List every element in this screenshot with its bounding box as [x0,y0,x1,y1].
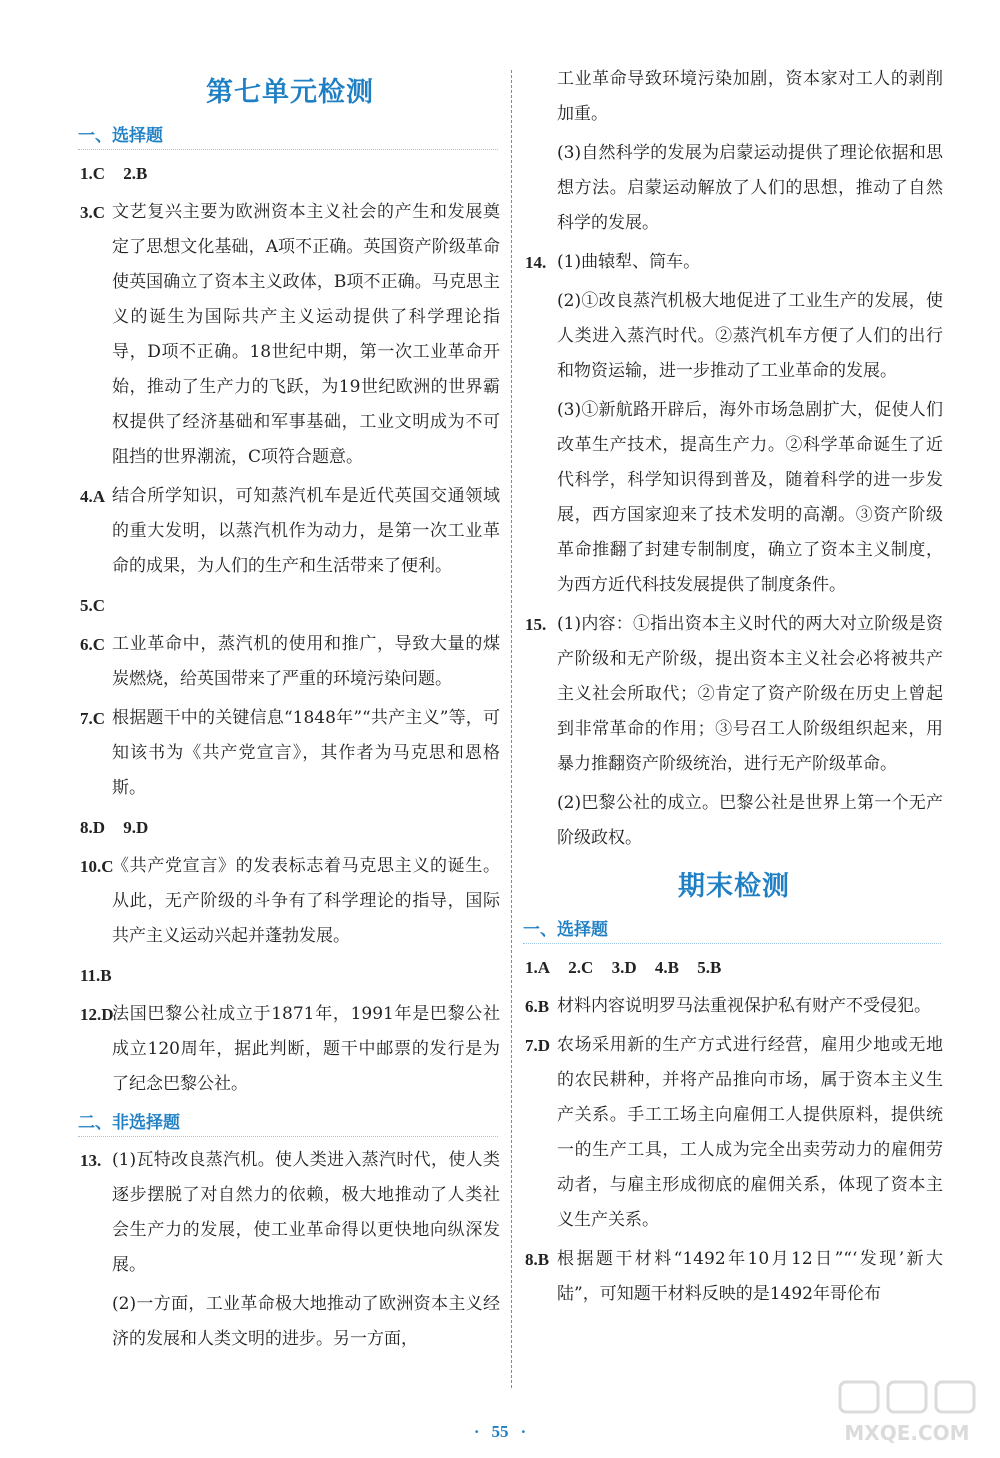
final-explanation-7: 农场采用新的生产方式进行经营，雇用少地或无地的农民耕种，并将产品推向市场，属于资本主义生产关系。手工工场主向雇佣工人提供原料，提供统一的生产工具，工人成为完全出卖劳动力的雇佣劳动者，与雇主形成彻底的雇佣关系，体现了资本主义生产关系。 [557,1035,943,1230]
column-divider [511,70,512,1388]
question-14-part-1: (1)曲辕犁、筒车。 [557,252,701,272]
question-13-part-1: (1)瓦特改良蒸汽机。使人类进入蒸汽时代，使人类逐步摆脱了对自然力的依赖，极大地推动了人类社会生产力的发展，使工业革命得以更快地向纵深发展。 [112,1150,500,1275]
explanation-4: 结合所学知识，可知蒸汽机车是近代英国交通领域的重大发明，以蒸汽机作为动力，是第一次工业革命的成果，为人们的生产和生活带来了便利。 [112,486,500,576]
left-column [80,62,500,1361]
answer-5: 5.C [80,596,106,615]
question-13-part-3: (3)自然科学的发展为启蒙运动提供了理论依据和思想方法。启蒙运动解放了人们的思想，推动了自然科学的发展。 [557,143,943,233]
final-explanation-6: 材料内容说明罗马法重视保护私有财产不受侵犯。 [557,996,931,1016]
answer-8: 8.D [80,818,106,837]
final-question-7 [525,1028,943,1238]
answers-8-9 [80,810,500,845]
final-answer-3: 3.D [611,958,637,977]
question-14-part-2: (2)①改良蒸汽机极大地促进了工业生产的发展，使人类进入蒸汽时代。②蒸汽机车方便了人们的出行和物资运输，进一步推动了工业革命的发展。 [557,291,943,381]
question-4 [80,479,500,584]
final-answers-1-5 [525,950,943,985]
explanation-7: 根据题干中的关键信息“1848年”“共产主义”等，可知该书为《共产党宣言》，其作者为马克思和恩格斯。 [112,708,500,798]
answer-1: 1.C [80,164,106,183]
answer-3: 3.C [80,203,106,222]
question-7 [80,701,500,806]
explanation-12: 法国巴黎公社成立于1871年，1991年是巴黎公社成立120周年，据此判断，题干中邮票的发行是为了纪念巴黎公社。 [112,1004,500,1094]
page-number-value: 55 [491,1422,509,1441]
final-explanation-8: 根据题干材料“1492年10月12日”“‘发现’新大陆”，可知题干材料反映的是1492年哥伦布 [557,1249,943,1304]
question-13-part-2-continued: 工业革命导致环境污染加剧，资本家对工人的剥削加重。 [557,69,943,124]
explanation-6: 工业革命中，蒸汽机的使用和推广，导致大量的煤炭燃烧，给英国带来了严重的环境污染问题。 [112,634,500,689]
question-6 [80,627,500,697]
answer-12: 12.D [80,1005,114,1024]
question-13-part-2: (2)一方面，工业革命极大地推动了欧洲资本主义经济的发展和人类文明的进步。另一方面， [112,1294,500,1349]
answer-9: 9.D [123,818,149,837]
final-answer-8: 8.B [525,1250,550,1269]
final-question-8 [525,1242,943,1312]
explanation-3: 文艺复兴主要为欧洲资本主义社会的产生和发展奠定了思想文化基础，A项不正确。英国资产阶级革命使英国确立了资本主义政体，B项不正确。马克思主义的诞生为国际共产主义运动提供了科学理论指导，D项不正确。18世纪中期，第一次工业革命开始，推动了生产力的飞跃，为19世纪欧洲的世界霸权提供了经济基础和军事基础，工业文明成为不可阻挡的世界潮流，C项符合题意。 [112,202,500,467]
question-3 [80,195,500,475]
right-column [525,62,943,1316]
final-answer-4: 4.B [654,958,679,977]
answers-1-2 [80,156,500,191]
section-non-choice: 二、非选择题 [78,1108,498,1137]
question-13-number: 13. [80,1151,102,1170]
final-answer-1: 1.A [525,958,551,977]
final-answer-5: 5.B [697,958,722,977]
watermark-text: MXQE.COM [844,1421,970,1445]
answer-11: 11.B [80,966,112,985]
answer-7: 7.C [80,709,106,728]
final-answer-7: 7.D [525,1036,551,1055]
question-14 [525,245,943,280]
explanation-10: 《共产党宣言》的发表标志着马克思主义的诞生。从此，无产阶级的斗争有了科学理论的指导，国际共产主义运动兴起并蓬勃发展。 [112,856,500,946]
question-15 [525,607,943,782]
answer-10: 10.C [80,857,114,876]
final-section-multiple-choice: 一、选择题 [523,915,941,944]
question-15-number: 15. [525,615,547,634]
page-number: · 55 · [473,1422,527,1441]
final-test-title: 期末检测 [678,871,790,902]
answer-6: 6.C [80,635,106,654]
final-answer-6: 6.B [525,997,550,1016]
question-14-part-3: (3)①新航路开辟后，海外市场急剧扩大，促使人们改革生产技术，提高生产力。②科学革命诞生了近代科学，科学知识得到普及，随着科学的进一步发展，西方国家迎来了技术发明的高潮。③资产阶级革命推翻了封建专制制度，确立了资本主义制度，为西方近代科技发展提供了制度条件。 [557,400,943,595]
final-answer-2: 2.C [568,958,594,977]
question-10 [80,849,500,954]
section-multiple-choice: 一、选择题 [78,121,498,150]
final-question-6 [525,989,943,1024]
question-15-part-2: (2)巴黎公社的成立。巴黎公社是世界上第一个无产阶级政权。 [557,793,943,848]
answer-4: 4.A [80,487,106,506]
question-12 [80,997,500,1102]
question-13 [80,1143,500,1283]
answer-2: 2.B [123,164,148,183]
question-15-part-1: (1)内容：①指出资本主义时代的两大对立阶级是资产阶级和无产阶级，提出资本主义社会必将被共产主义社会所取代；②肯定了资产阶级在历史上曾起到非常革命的作用；③号召工人阶级组织起来，用暴力推翻资产阶级统治，进行无产阶级革命。 [557,614,943,774]
unit-test-title: 第七单元检测 [206,77,374,108]
watermark-logo [832,1378,982,1450]
question-14-number: 14. [525,253,547,272]
